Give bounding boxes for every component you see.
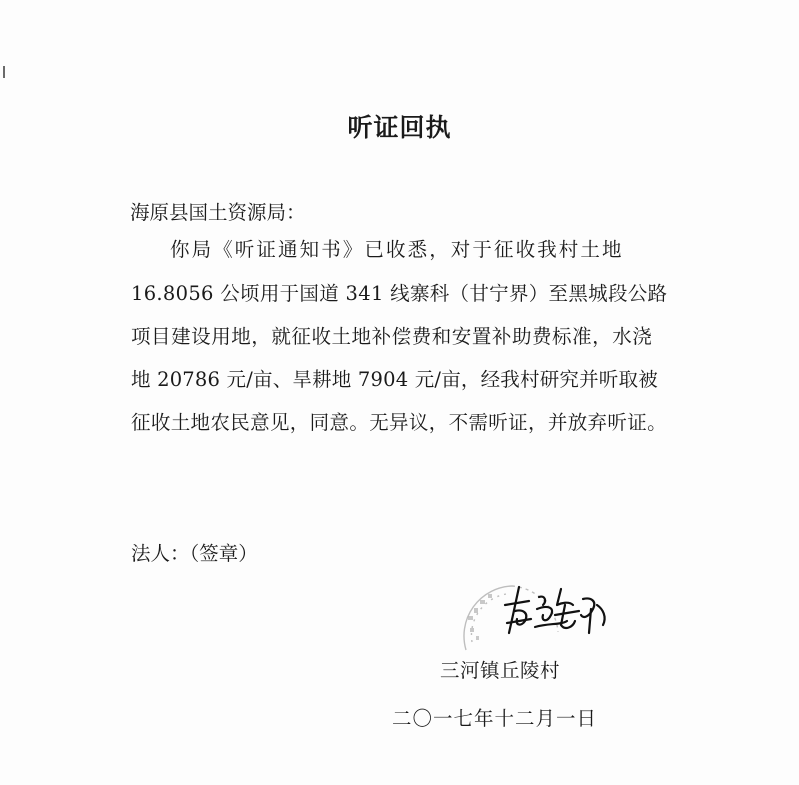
body-line-1: 你局《听证通知书》已收悉，对于征收我村土地 [170, 238, 624, 261]
scan-edge-mark [3, 66, 5, 78]
document-date: 二〇一七年十二月一日 [392, 707, 598, 730]
body-line-3: 项目建设用地，就征收土地补偿费和安置补助费标准，水浇 [131, 325, 653, 348]
handwritten-signature [495, 575, 625, 645]
body-line-2: 16.8056 公顷用于国道 341 线寨科（甘宁界）至黑城段公路 [131, 282, 668, 305]
body-line-5: 征收土地农民意见，同意。无异议，不需听证，并放弃听证。 [131, 411, 667, 434]
document-title: 听证回执 [347, 113, 452, 142]
signatory-name: 三河镇丘陵村 [440, 659, 561, 682]
body-line-4: 地 20786 元/亩、旱耕地 7904 元/亩，经我村研究并听取被 [131, 368, 658, 391]
addressee: 海原县国土资源局： [130, 201, 306, 224]
legal-person-label: 法人：（签章） [131, 542, 258, 565]
